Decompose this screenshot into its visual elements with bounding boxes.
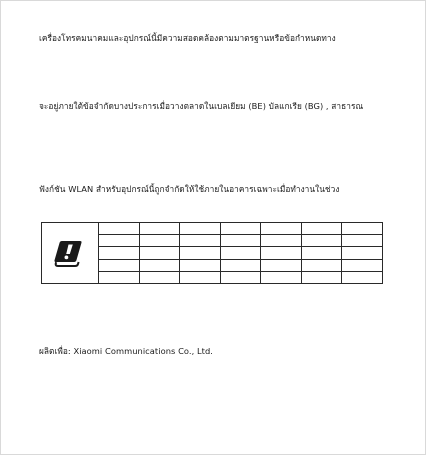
table-cell (180, 223, 221, 235)
manufacturer-line: ผลิตเพื่อ: Xiaomi Communications Co., Ltd. (39, 346, 213, 356)
table-cell (99, 247, 140, 259)
table-cell (220, 271, 261, 283)
table-cell (342, 223, 383, 235)
table-cell (99, 235, 140, 247)
table-cell (220, 247, 261, 259)
table-cell (139, 247, 180, 259)
table-cell (301, 223, 342, 235)
table-cell (301, 271, 342, 283)
table-cell (342, 271, 383, 283)
table-cell (342, 235, 383, 247)
restriction-table (41, 222, 383, 284)
table-cell (342, 247, 383, 259)
table-cell (180, 259, 221, 271)
table-cell (99, 271, 140, 283)
table-cell (261, 247, 302, 259)
table-cell (220, 259, 261, 271)
regulatory-paragraph-1: เครื่องโทรคมนาคมและอุปกรณ์นี้มีความสอดคล้องตามมาตรฐานหรือข้อกำหนดทาง (39, 33, 336, 43)
table-cell (261, 259, 302, 271)
table-cell (301, 259, 342, 271)
table-cell (261, 235, 302, 247)
table-cell (180, 247, 221, 259)
table-cell (220, 223, 261, 235)
table-cell (180, 235, 221, 247)
table-cell (220, 235, 261, 247)
table-cell (139, 259, 180, 271)
table-cell (261, 271, 302, 283)
table-cell (301, 235, 342, 247)
table-cell (99, 259, 140, 271)
table-cell (139, 235, 180, 247)
regulatory-paragraph-2: จะอยู่ภายใต้ข้อจำกัดบางประการเมื่อวางตลาดในเบลเยียม (BE) บัลแกเรีย (BG) , สาธารณ (39, 101, 364, 111)
regulatory-paragraph-3: ฟังก์ชัน WLAN สำหรับอุปกรณ์นี้ถูกจำกัดให้ใช้ภายในอาคารเฉพาะเมื่อทำงานในช่วง (39, 184, 340, 194)
table-cell (342, 259, 383, 271)
table-cell (139, 223, 180, 235)
table-cell (261, 223, 302, 235)
warning-book-icon (53, 238, 85, 268)
table-row (42, 223, 383, 235)
table-cell (180, 271, 221, 283)
table-icon-cell (42, 223, 99, 284)
table-cell (139, 271, 180, 283)
table-cell (301, 247, 342, 259)
table-cell (99, 223, 140, 235)
